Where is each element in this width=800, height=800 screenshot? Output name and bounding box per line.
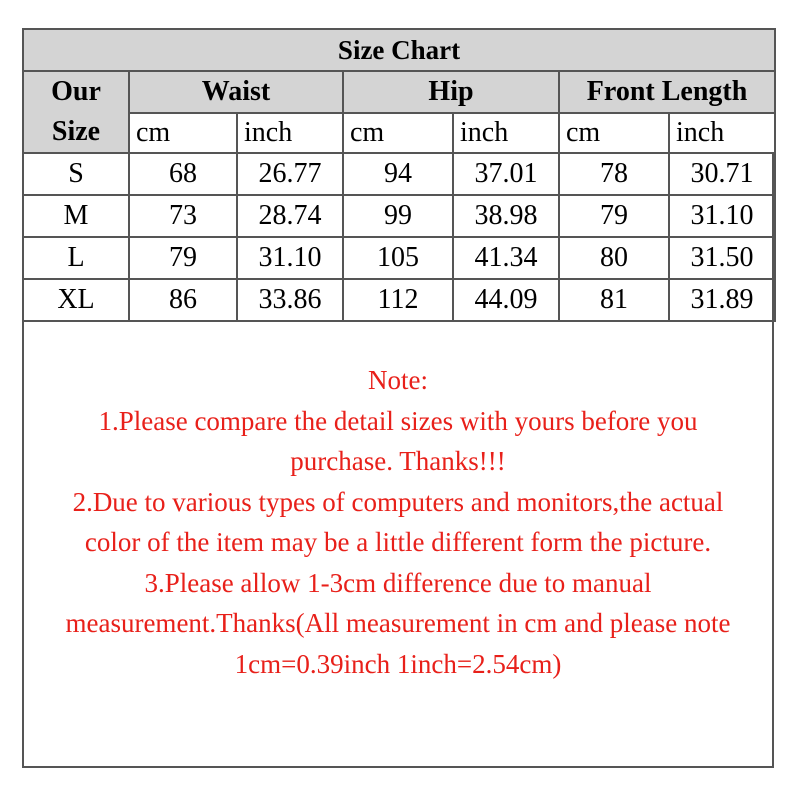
table-cell: 31.89 xyxy=(669,279,775,321)
table-cell: 86 xyxy=(129,279,237,321)
table-cell: 26.77 xyxy=(237,153,343,195)
size-chart-table xyxy=(22,28,776,322)
table-cell: 68 xyxy=(129,153,237,195)
hip-header: Hip xyxy=(343,71,559,113)
table-cell: 79 xyxy=(129,237,237,279)
table-row xyxy=(23,237,775,279)
table-cell: 99 xyxy=(343,195,453,237)
table-cell: 78 xyxy=(559,153,669,195)
note-item: 3.Please allow 1-3cm difference due to manual measurement.Thanks(All measurement in cm and please note 1cm=0.39inch 1inch=2.54cm) xyxy=(65,567,731,679)
table-cell: 30.71 xyxy=(669,153,775,195)
size-cell: M xyxy=(23,195,129,237)
front-length-header: Front Length xyxy=(559,71,775,113)
our-size-label-line2: Size xyxy=(51,116,101,147)
table-cell: 80 xyxy=(559,237,669,279)
table-cell: 31.10 xyxy=(669,195,775,237)
table-cell: 79 xyxy=(559,195,669,237)
unit-header: inch xyxy=(669,113,775,153)
table-cell: 94 xyxy=(343,153,453,195)
table-cell: 37.01 xyxy=(453,153,559,195)
size-cell: S xyxy=(23,153,129,195)
size-cell: L xyxy=(23,237,129,279)
table-title: Size Chart xyxy=(23,29,775,71)
table-cell: 38.98 xyxy=(453,195,559,237)
our-size-label-line1: Our xyxy=(51,76,101,107)
table-row xyxy=(23,153,775,195)
unit-header: cm xyxy=(129,113,237,153)
our-size-header xyxy=(23,71,129,153)
table-cell: 105 xyxy=(343,237,453,279)
unit-header: inch xyxy=(237,113,343,153)
table-cell: 81 xyxy=(559,279,669,321)
table-cell: 28.74 xyxy=(237,195,343,237)
table-cell: 112 xyxy=(343,279,453,321)
note-section xyxy=(24,360,772,684)
table-row xyxy=(23,195,775,237)
unit-header-row xyxy=(23,113,775,153)
note-heading: Note: xyxy=(368,365,428,395)
size-cell: XL xyxy=(23,279,129,321)
table-cell: 73 xyxy=(129,195,237,237)
table-cell: 33.86 xyxy=(237,279,343,321)
table-cell: 41.34 xyxy=(453,237,559,279)
title-row xyxy=(23,29,775,71)
waist-header: Waist xyxy=(129,71,343,113)
table-row xyxy=(23,279,775,321)
unit-header: cm xyxy=(343,113,453,153)
table-cell: 31.50 xyxy=(669,237,775,279)
unit-header: cm xyxy=(559,113,669,153)
group-header-row xyxy=(23,71,775,113)
note-item: 2.Due to various types of computers and monitors,the actual color of the item may be a little different form the picture. xyxy=(72,486,724,557)
unit-header: inch xyxy=(453,113,559,153)
table-cell: 44.09 xyxy=(453,279,559,321)
table-cell: 31.10 xyxy=(237,237,343,279)
note-item: 1.Please compare the detail sizes with yours before you purchase. Thanks!!! xyxy=(98,405,698,476)
